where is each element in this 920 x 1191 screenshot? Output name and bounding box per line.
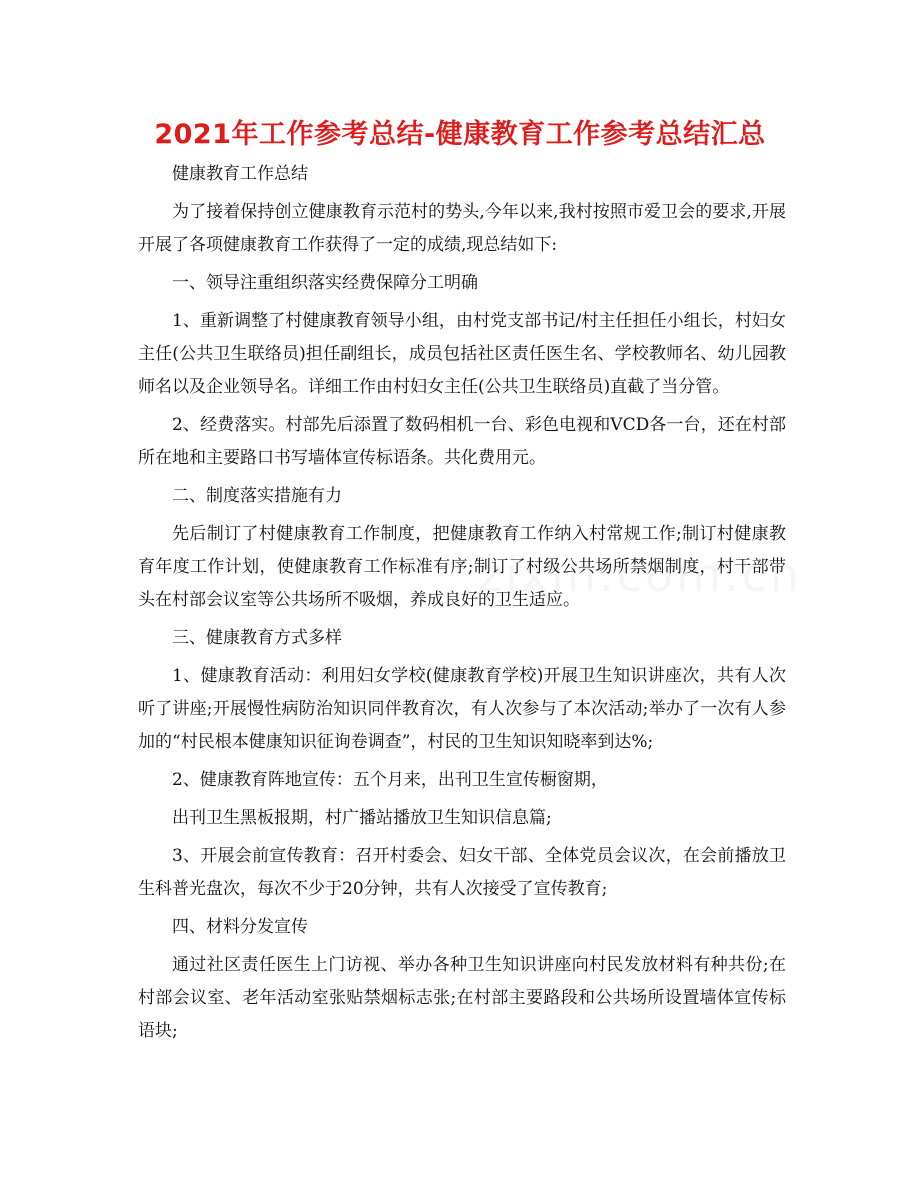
paragraph-3-2a: 2、健康教育阵地宣传：五个月来，出刊卫生宣传橱窗期， xyxy=(172,770,608,790)
document-body xyxy=(138,158,786,1053)
document-title: 2021年工作参考总结-健康教育工作参考总结汇总 xyxy=(154,119,766,150)
paragraph-heading: 健康教育工作总结 xyxy=(172,164,308,184)
section-heading-3: 三、健康教育方式多样 xyxy=(172,628,342,648)
paragraph-intro: 为了接着保持创立健康教育示范村的势头,今年以来,我村按照市爱卫会的要求,开展开展了各项健康教育工作获得了一定的成绩,现总结如下: xyxy=(138,202,786,255)
paragraph-3-2b: 出刊卫生黑板报期，村广播站播放卫生知识信息篇; xyxy=(172,808,552,828)
section-heading-4: 四、材料分发宣传 xyxy=(172,917,308,937)
section-heading-2: 二、制度落实措施有力 xyxy=(172,486,342,506)
paragraph-1-2: 2、经费落实。村部先后添置了数码相机一台、彩色电视和VCD各一台，还在村部所在地和主要路口书写墙体宣传标语条。共化费用元。 xyxy=(138,415,786,468)
paragraph-1-1: 1、重新调整了村健康教育领导小组，由村党支部书记/村主任担任小组长，村妇女主任(公共卫生联络员)担任副组长，成员包括社区责任医生名、学校教师名、幼儿园教师名以及企业领导名。详细工作由村妇女主任(公共卫生联络员)直截了当分管。 xyxy=(138,311,786,397)
paragraph-3-1: 1、健康教育活动：利用妇女学校(健康教育学校)开展卫生知识讲座次，共有人次听了讲座;开展慢性病防治知识同伴教育次，有人次参与了本次活动;举办了一次有人参加的“村民根本健康知识征询卷调查”，村民的卫生知识知晓率到达%; xyxy=(138,666,786,752)
paragraph-4: 通过社区责任医生上门访视、举办各种卫生知识讲座向村民发放材料有种共份;在村部会议室、老年活动室张贴禁烟标志张;在村部主要路段和公共场所设置墙体宣传标语块; xyxy=(138,955,786,1041)
section-heading-1: 一、领导注重组织落实经费保障分工明确 xyxy=(172,273,478,293)
paragraph-3-3: 3、开展会前宣传教育：召开村委会、妇女干部、全体党员会议次，在会前播放卫生科普光盘次，每次不少于20分钟，共有人次接受了宣传教育; xyxy=(138,846,786,899)
paragraph-2: 先后制订了村健康教育工作制度，把健康教育工作纳入村常规工作;制订村健康教育年度工作计划，使健康教育工作标准有序;制订了村级公共场所禁烟制度，村干部带头在村部会议室等公共场所不吸烟，养成良好的卫生适应。 xyxy=(138,524,786,610)
